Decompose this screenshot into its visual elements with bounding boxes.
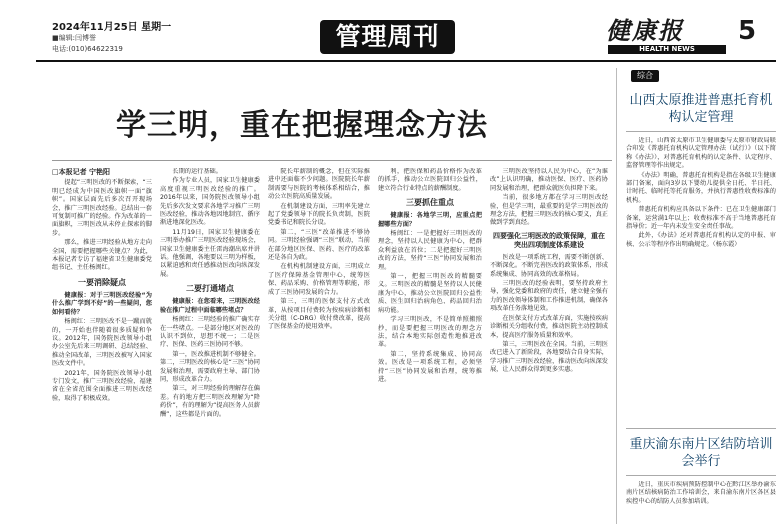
paragraph: 在医保支付方式改革方面，实施按疾病诊断相关分组收付费，推动医院主动控制成本，提高医疗服务质量和效率。 — [490, 314, 608, 339]
newspaper-brand — [606, 18, 730, 52]
article-column-5 — [490, 168, 608, 520]
question: 健康报：各地学三明，应重点把握哪些方面？ — [378, 212, 482, 228]
paragraph: 学习三明医改，不是简单照搬照抄，而是要把握三明医改的理念方法，结合本地实际创造性地推进改革。 — [378, 316, 482, 349]
paragraph: 第三，三明医改在全国。当前，三明医改已进入了新阶段，各地要结合自身实际，学习推广三明医改经验，推动医改向纵深发展，让人民群众得到更多实惠。 — [490, 340, 608, 374]
paragraph: 长期的运行基础。 — [172, 168, 222, 175]
sidebar-separator — [626, 428, 776, 429]
subheading: 四要强化三明医改的政策保障，重在突出四项制度体系建设 — [493, 231, 605, 249]
subheading: 二要打通堵点 — [186, 284, 234, 294]
sidebar-story-1 — [626, 92, 776, 435]
paragraph: 11月19日，国家卫生健康委在三明举办推广三明医改经验现场会，国家卫生健康委主任雷海潮出席并讲话。他强调，各地要以三明为样板，以紧迫感和责任感推动医改向纵深发展。 — [160, 228, 260, 278]
paragraph: 第一，把握三明医改的精髓要义。三明医改的精髓是坚持以人民健康为中心，推动公立医院回归公益性质、医生回归治病角色、药品回归治病功能。 — [378, 273, 482, 314]
sidebar-story-1-title: 山西太原推进普惠托育机构认定管理 — [629, 93, 773, 125]
main-headline: 学三明，重在把握理念方法 — [116, 108, 488, 143]
paragraph: 此外，《办法》还对普惠托育机构认定的申报、审核、公示等程序作出明确规定。（杨东霞） — [626, 232, 776, 248]
paragraph: 第一，医改推进机制不够健全。第二，三明医改的核心是“三医”协同发展和治理，需要政府主导、部门协同，形成改革合力。 — [160, 350, 260, 383]
question: 健康报：在您看来，三明医改经验在推广过程中面临哪些堵点？ — [160, 298, 260, 314]
paragraph: 作为专业人员，国家卫生健康委高度重视三明医改经验的推广。2016年以来，国务院医改领导小组先后多次发文要求各地学习推广三明医改经验，推动各地因地制宜、循序渐进地深化医改。 — [160, 177, 260, 227]
paragraph: 第二，“三医”改革推进不够协同。三明经验强调“三医”联动，当前在部分地区医保、医药、医疗的改革还是各自为政。 — [268, 228, 370, 262]
paragraph: 在机构机制建设方面，三明成立了医疗保障基金管理中心，统筹医保、药品采购、价格管理等职能，形成了三医协同发展的合力。 — [268, 263, 370, 296]
brand-name: 健康报 — [606, 16, 684, 45]
sidebar-story-2 — [626, 436, 776, 521]
article-column-2 — [160, 168, 260, 520]
paragraph: 第三，三明的医保支付方式改革，从按项目付费转为按疾病诊断相关分组（C-DRG）收付费改革，提高了医保基金的使用效率。 — [268, 298, 370, 331]
paragraph: 近日，山西省太原市卫生健康委与太原市财政局联合印发《普惠托育机构认定管理办法（试行）》（以下简称《办法》），对普惠托育机构的认定条件、认定程序、监督管理等作出规定。 — [626, 137, 776, 170]
question: 健康报：对于三明医改经验“为什么推广学到不好”的一些疑问，您如何看待？ — [52, 291, 152, 316]
paragraph: 第二，坚持系统集成、协同高效。医改是一项系统工程，必须坚持“三医”协同发展和治理，统筹推进。 — [378, 350, 482, 383]
paragraph: 近日，重庆市疾病预防控制中心在黔江区举办渝东南片区结核病防治工作培训会，来自渝东南片区各区县疾控中心的结防人员参加培训。 — [626, 481, 776, 505]
article-column-4 — [378, 168, 482, 520]
paragraph: 杨闽红：三明经验的推广确实存在一些堵点。一是部分地区对医改的认识不到位，思想不统一；二是医疗、医保、医药三医协同不够。 — [160, 316, 260, 349]
paragraph: 《办法》明确，普惠托育机构是指在各级卫生健康部门备案，面向3岁以下婴幼儿提供全日托、半日托、计时托、临时托等托育服务，并执行普惠性收费标准的机构。 — [626, 171, 776, 204]
section-tag: 综合 — [631, 70, 659, 82]
paragraph: 2021年，国务院医改领导小组专门发文，推广三明医改经验，福建省在全省范围全面推进三明医改经验，取得了积极成效。 — [52, 369, 152, 402]
issue-info — [52, 22, 171, 55]
paragraph: 那么，推进三明经验从地方走向全国，需要把握哪些关键点？为此，本报记者专访了福建省卫生健康委党组书记、主任杨闽红。 — [52, 239, 152, 272]
subheading: 一要消除疑点 — [78, 277, 126, 287]
paragraph: 三明医改的经验表明，要坚持政府主导，强化党委和政府的责任，建立健全强有力的医改领导体制和工作推进机制，确保各项改革任务落地见效。 — [490, 280, 608, 313]
page-number: 5 — [738, 16, 757, 46]
phone-line: 电话:(010)64622319 — [52, 45, 123, 53]
sidebar-story-1-body — [626, 137, 776, 435]
sidebar-story-2-title: 重庆渝东南片区结防培训会举行 — [629, 437, 773, 469]
sidebar-rule — [626, 131, 776, 132]
article-column-1 — [52, 168, 152, 520]
paragraph: 在机制建设方面，三明率先建立起了党委领导下的院长负责制，医院党委书记和院长分设。 — [268, 202, 370, 227]
sidebar-rule — [626, 475, 776, 476]
sidebar-story-2-body — [626, 481, 776, 521]
brand-english: HEALTH NEWS — [608, 45, 726, 54]
byline: □本报记者 宁艳阳 — [52, 168, 111, 176]
paragraph: 普惠托育机构应具备以下条件：已在卫生健康部门备案，运营满1年以上；收费标准不高于当地普惠托育指导价；近一年内未发生安全责任事故。 — [626, 206, 776, 231]
subheading: 三要抓住重点 — [406, 198, 454, 208]
masthead: 管理周刊 — [320, 20, 455, 54]
article-column-3 — [268, 168, 370, 520]
paragraph: 杨闽红：一是把握好三明医改的理念，坚持以人民健康为中心，把群众利益放在首位；二是把握好三明医改的方法，坚持“三医”协同发展和治理。 — [378, 230, 482, 271]
issue-date: 2024年11月25日 星期一 — [52, 22, 172, 33]
sidebar-divider — [616, 68, 617, 524]
paragraph: 第三，对三明经验的理解存在偏差。有的地方把三明医改理解为“降药价”，有的理解为“提高医务人员薪酬”，这些都是片面的。 — [160, 385, 260, 418]
paragraph: 院长年薪制的概念，但在实际推进中还面临不少问题。医院院长年薪制需要与医院的考核体系相结合，推动公立医院高质量发展。 — [268, 168, 370, 201]
paragraph: 利，把医保和药品价格作为改革的抓手，推动公立医院回归公益性，建立符合行业特点的薪酬制度。 — [378, 168, 482, 192]
paragraph: 提起“三明医改的不断探索，“三明已经成为中国医改旗帜一面“旗帜”。国家层面先后多次召开现场会，推广三明医改经验。总结出一套可复制可推广的经验。作为改革的一面旗帜，三明医改从未停止探索的脚步。 — [52, 179, 152, 237]
paragraph: 医改是一项系统工程，需要不断创新、不断深化。不断完善医改的政策体系，形成系统集成、协同高效的改革格局。 — [490, 253, 608, 278]
headline-rule — [52, 160, 612, 161]
paragraph: 当前，很多地方都在学习三明医改经验，但是学三明，最重要的是学三明医改的理念方法，把握三明医改的核心要义，真正做到学到真经。 — [490, 194, 608, 227]
editor-line: ■编辑:闫博誉 — [52, 34, 96, 42]
paragraph: 三明医改坚持以人民为中心，在“为谁改”上认识明确，推动医保、医疗、医药协同发展和治理，把群众就医负担降下来。 — [490, 168, 608, 192]
header-rule — [36, 60, 776, 62]
paragraph: 杨闽红：三明医改不是一蹴而就的，一开始也伴随着很多质疑和争议。2012年，国务院医改领导小组办公室先后来三明调研、总结经验、推动全国改革，三明医改被写入国家医改文件中。 — [52, 318, 152, 368]
